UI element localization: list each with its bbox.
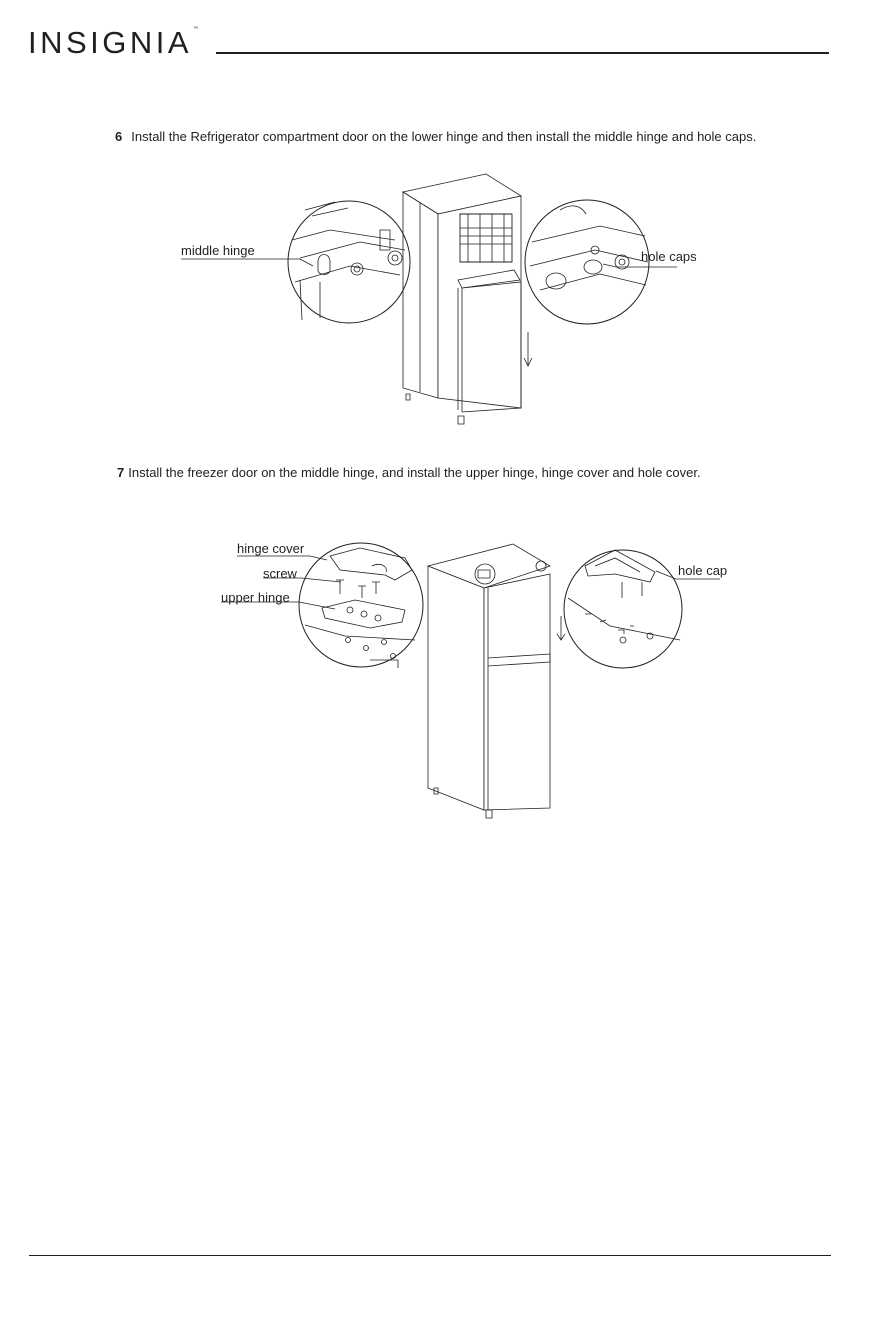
figure-7-illustration bbox=[0, 530, 883, 830]
brand-name: INSIGNIA bbox=[28, 25, 193, 60]
screw-label: screw bbox=[263, 566, 297, 581]
step-6-number: 6 bbox=[115, 129, 123, 144]
footer-rule bbox=[29, 1255, 831, 1256]
hole-caps-label: hole caps bbox=[641, 249, 697, 264]
trademark-symbol: ™ bbox=[193, 26, 199, 32]
refrigerator-drawing bbox=[403, 174, 532, 424]
step-7-instruction bbox=[117, 465, 701, 481]
brand-logo bbox=[28, 27, 198, 58]
header-rule bbox=[216, 52, 829, 54]
hole-cap-label: hole cap bbox=[678, 563, 728, 578]
upper-hinge-label: upper hinge bbox=[221, 590, 290, 605]
step-6-instruction bbox=[115, 129, 756, 145]
hinge-cover-label: hinge cover bbox=[237, 541, 305, 556]
middle-hinge-label: middle hinge bbox=[181, 243, 255, 258]
step-7-number: 7 bbox=[117, 465, 125, 480]
step-6-text: Install the Refrigerator compartment door on the lower hinge and then install the middle hinge and hole caps. bbox=[131, 129, 757, 144]
refrigerator-drawing bbox=[428, 544, 565, 818]
step-7-text: Install the freezer door on the middle hinge, and install the upper hinge, hinge cover and hole cover. bbox=[128, 465, 701, 480]
hole-cap-detail bbox=[564, 550, 682, 668]
hole-caps-detail bbox=[525, 200, 649, 324]
figure-6-illustration bbox=[0, 170, 883, 440]
